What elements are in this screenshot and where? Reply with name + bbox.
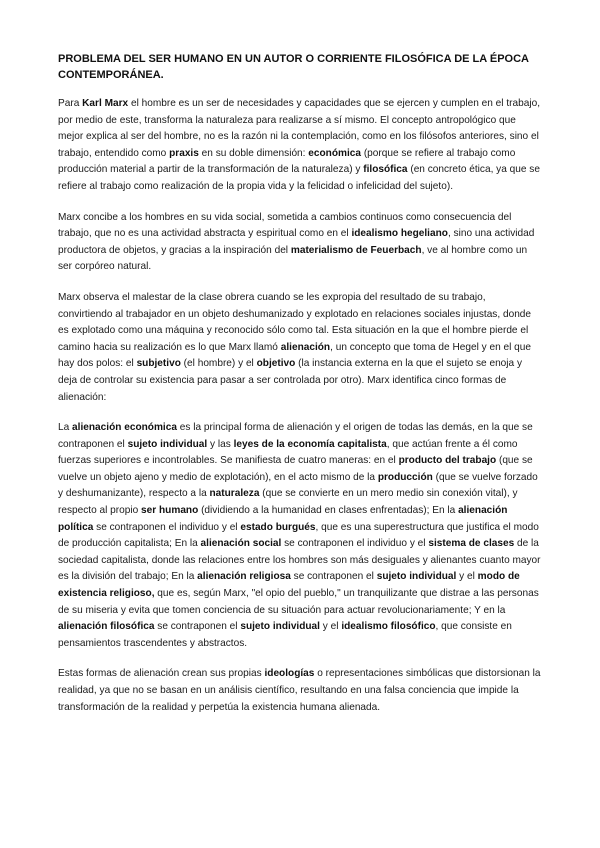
bold-term: materialismo de Feuerbach (290, 244, 422, 256)
bold-term: sujeto individual (127, 438, 208, 450)
text-run: que es, según Marx, "el opio del pueblo," un tranquilizante que distrae a las personas de su miseria y evita que tomen conciencia de su situación para actuar revolucionariamente; Y en la (58, 588, 539, 616)
text-run: (en concreto ética, ya que se refiere al trabajo como realización de la propia vida y la felicidad o infelicidad del sujeto). (58, 164, 540, 192)
text-run: es la principal forma de alienación y el origen de todas las demás, en la que se contraponen el (58, 422, 533, 450)
text-run: se contraponen el individuo y el (93, 521, 241, 533)
bold-term: leyes de la economía capitalista (233, 438, 387, 450)
text-run: , que actúan frente a él como fuerzas superiores e incontrolables. Se manifiesta de cuatro maneras: en el (58, 438, 518, 467)
text-run: de la sociedad capitalista, donde las relaciones entre los hombres son más desiguales y alienantes cuanto mayor es la división del trabajo; En la (58, 538, 541, 583)
text-run: Marx observa el malestar de la clase obrera cuando se les expropia del resultado de su trabajo, convirtiendo al trabajador en un objeto deshumanizado y explotado en relaciones sociales injustas, donde es explotado como una máquina y reconocido sólo como tal. Esta situación en la que el hombre pierde el camino hacia su realización es lo que Marx llamó (58, 291, 532, 353)
text-run: , que es una superestructura que justifica el modo de producción capitalista; En la (58, 521, 539, 550)
bold-term: subjetivo (136, 358, 181, 370)
text-run: y el (319, 621, 342, 633)
bold-term: modo de existencia religioso, (58, 571, 520, 600)
text-run: y el (456, 571, 478, 583)
text-run: La (58, 422, 73, 434)
text-run: (el hombre) y el (180, 358, 257, 370)
bold-term: alienación religiosa (197, 571, 291, 583)
paragraph (58, 666, 542, 716)
text-run: Para (58, 98, 83, 109)
document-body (58, 96, 542, 716)
bold-term: sujeto individual (240, 621, 320, 633)
text-run: Estas formas de alienación crean sus propias (58, 668, 265, 680)
text-run: , sino una actividad productora de objetos, y gracias a la inspiración del (58, 228, 535, 256)
bold-term: alienación social (200, 538, 282, 550)
bold-term: naturaleza (209, 488, 260, 500)
bold-term: económica (308, 147, 362, 159)
bold-term: sistema de clases (428, 538, 515, 550)
bold-term: Karl Marx (82, 98, 129, 109)
bold-term: sujeto individual (376, 571, 457, 583)
bold-term: ideologías (264, 668, 315, 680)
text-run: , un concepto que toma de Hegel y en el que hay dos polos: el (58, 341, 532, 370)
text-run: o representaciones simbólicas que distorsionan la realidad, ya que no se basan en un análisis científico, resultando en una falsa conciencia que impide la transformación de la realidad y perpetúa la existencia humana alienada. (58, 668, 541, 713)
paragraph (58, 96, 542, 196)
bold-term: filosófica (363, 164, 408, 176)
text-run: y las (207, 438, 234, 450)
bold-term: idealismo filosófico (341, 621, 436, 633)
text-run: el hombre es un ser de necesidades y capacidades que se ejercen y cumplen en el trabajo, por medio de este, transforma la naturaleza para realizarse a sí mismo. El concepto antropológico que mejor explica al ser del hombre, no es la razón ni la contemplación, como en los filósofos anteriores, sino el trabajo, entendido como (58, 98, 541, 159)
text-run: se contraponen el (290, 571, 377, 583)
bold-term: alienación (280, 341, 331, 353)
bold-term: producción (377, 471, 433, 483)
text-run: se contraponen el (154, 621, 241, 633)
text-run: en su doble dimensión: (198, 147, 309, 159)
paragraph (58, 290, 542, 406)
bold-term: estado burgués (240, 521, 316, 533)
bold-term: producto del trabajo (398, 455, 497, 467)
text-run: , que consiste en pensamientos trascendentes y abstractos. (58, 621, 512, 649)
text-run: (que se vuelve forzado y deshumanizante), respecto a la (58, 471, 538, 500)
text-run: (la instancia externa en la que el sujeto se enoja y deja de controlar su existencia para pasar a ser controlada por otro). Marx identifica cinco formas de alienación: (58, 358, 523, 403)
bold-term: alienación filosófica (58, 621, 155, 633)
text-run: (que se convierte en un mero medio sin conexión vital), y respecto al propio (58, 488, 518, 517)
text-run: se contraponen el individuo y el (281, 538, 429, 550)
bold-term: alienación política (58, 505, 508, 533)
text-run: (que se vuelve un objeto ajeno y medio de explotación), en el acto mismo de la (58, 455, 533, 483)
text-run: Marx concibe a los hombres en su vida social, sometida a cambios continuos como consecuencia del trabajo, que no es una actividad abstracta y espiritual como en el (58, 211, 512, 240)
document-title: PROBLEMA DEL SER HUMANO EN UN AUTOR O CORRIENTE FILOSÓFICA DE LA ÉPOCA CONTEMPORÁNEA. (58, 53, 529, 81)
paragraph (58, 210, 542, 276)
bold-term: praxis (169, 147, 199, 159)
text-run: (dividiendo a la humanidad en clases enfrentadas); En la (198, 505, 459, 517)
text-run: , ve al hombre como un ser corpóreo natural. (58, 244, 528, 273)
bold-term: idealismo hegeliano (351, 228, 448, 240)
bold-term: ser humano (141, 505, 199, 517)
bold-term: objetivo (256, 358, 296, 370)
bold-term: alienación económica (72, 422, 177, 434)
text-run: (porque se refiere al trabajo como producción material a partir de la transformación de la naturaleza) y (58, 147, 516, 176)
paragraph (58, 420, 542, 652)
